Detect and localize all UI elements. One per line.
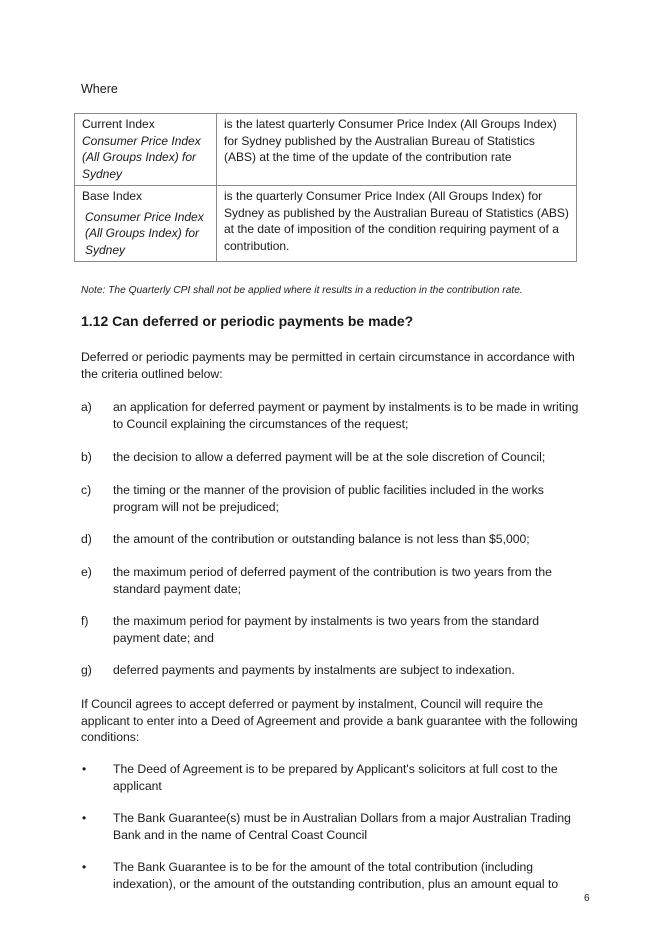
criteria-item-g [81, 662, 589, 679]
criteria-item-a [81, 399, 589, 432]
list-item-text: deferred payments and payments by instalments are subject to indexation. [113, 663, 515, 677]
list-marker: c) [81, 483, 92, 497]
term-cell [75, 186, 217, 262]
table-row [75, 186, 577, 262]
list-marker: d) [81, 532, 92, 546]
list-marker: f) [81, 614, 89, 628]
section-heading: 1.12 Can deferred or periodic payments be made? [81, 313, 414, 329]
page-number: 6 [584, 893, 590, 904]
list-item-text: the timing or the manner of the provision of public facilities included in the works program will not be prejudiced; [113, 483, 544, 514]
list-item-text: the amount of the contribution or outstanding balance is not less than $5,000; [113, 532, 530, 546]
intro-paragraph: Deferred or periodic payments may be permitted in certain circumstance in accordance with the criteria outlined below: [81, 350, 575, 381]
condition-item [81, 859, 589, 892]
list-marker: e) [81, 565, 92, 579]
list-marker: b) [81, 450, 92, 464]
list-item-text: the decision to allow a deferred payment will be at the sole discretion of Council; [113, 450, 546, 464]
term-detail: Consumer Price Index (All Groups Index) for Sydney [85, 209, 204, 257]
definition-cell: is the latest quarterly Consumer Price Index (All Groups Index) for Sydney published by the Australian Bureau of Statistics (ABS) at the time of the update of the contribution rate [217, 114, 577, 186]
term-cell [75, 114, 217, 186]
list-item-text: an application for deferred payment or payment by instalments is to be made in writing to Council explaining the circumstances of the request; [113, 400, 579, 431]
list-item-text: the maximum period of deferred payment of the contribution is two years from the standard payment date; [113, 565, 552, 596]
condition-item [81, 810, 589, 843]
list-item-text: The Bank Guarantee is to be for the amount of the total contribution (including indexation), or the amount of the outstanding contribution, plus an amount equal to [113, 860, 559, 891]
definition-cell: is the quarterly Consumer Price Index (All Groups Index) for Sydney as published by the Australian Bureau of Statistics (ABS) at the date of imposition of the condition requiring payment of a contribution. [217, 186, 577, 262]
list-item-text: the maximum period for payment by instalments is two years from the standard payment date; and [113, 614, 540, 645]
term-name: Base Index [82, 189, 143, 203]
criteria-item-e [81, 564, 589, 597]
where-label: Where [81, 82, 118, 96]
criteria-item-c [81, 482, 589, 515]
cpi-note: Note: The Quarterly CPI shall not be applied where it results in a reduction in the contribution rate. [81, 285, 523, 296]
table-row [75, 114, 577, 186]
agreement-paragraph: If Council agrees to accept deferred or payment by instalment, Council will require the applicant to enter into a Deed of Agreement and provide a bank guarantee with the following conditions: [81, 697, 578, 744]
bullet-marker: • [82, 860, 87, 874]
criteria-item-d [81, 531, 589, 548]
list-marker: a) [81, 400, 92, 414]
term-detail: Consumer Price Index (All Groups Index) for Sydney [82, 133, 201, 181]
definitions-table [74, 113, 577, 262]
bullet-marker: • [82, 811, 87, 825]
list-item-text: The Deed of Agreement is to be prepared by Applicant's solicitors at full cost to the applicant [113, 762, 558, 793]
bullet-marker: • [82, 762, 87, 776]
criteria-item-f [81, 613, 589, 646]
term-name: Current Index [82, 117, 155, 131]
condition-item [81, 761, 589, 794]
list-item-text: The Bank Guarantee(s) must be in Australian Dollars from a major Australian Trading Bank and in the name of Central Coast Council [113, 811, 571, 842]
criteria-item-b [81, 449, 589, 466]
list-marker: g) [81, 663, 92, 677]
